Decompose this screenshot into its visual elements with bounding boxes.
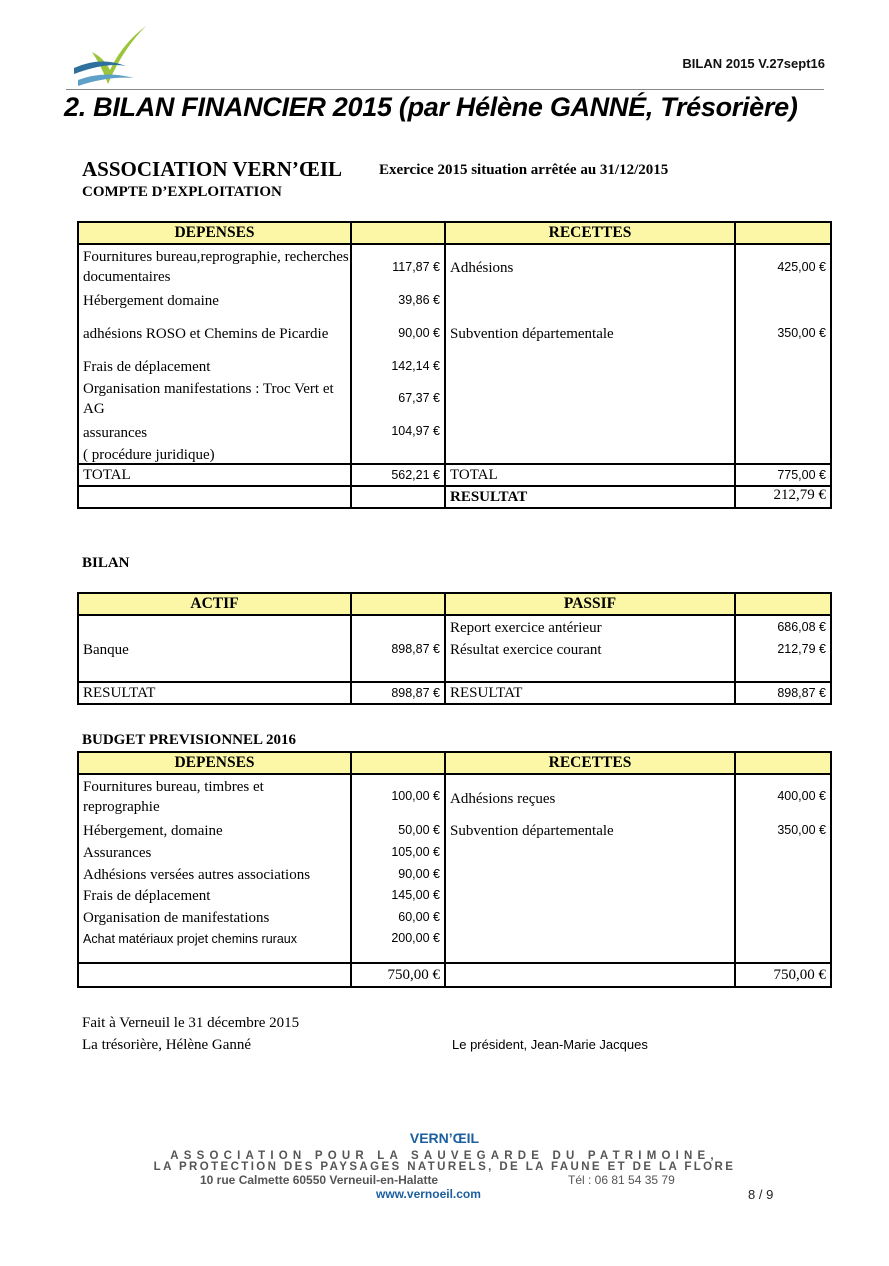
expense-label: Frais de déplacement <box>83 359 211 375</box>
budget-table <box>77 751 832 988</box>
budget-total-depenses: 750,00 € <box>351 963 445 987</box>
actif-amounts-cell <box>351 615 445 682</box>
footer-phone: Tél : 06 81 54 35 79 <box>568 1173 675 1187</box>
budget-income-amount: 350,00 € <box>777 823 826 837</box>
budget-expense-label: Assurances <box>83 845 152 861</box>
report-label: Report exercice antérieur <box>450 620 602 636</box>
income-label: Subvention départementale <box>450 326 614 342</box>
expense-label: adhésions ROSO et Chemins de Picardie <box>83 326 329 342</box>
header-depenses: DEPENSES <box>78 222 351 244</box>
empty-cell <box>445 963 735 987</box>
report-amount: 686,08 € <box>777 620 826 634</box>
income-label: Adhésions <box>450 260 514 276</box>
footer-website-link[interactable]: www.vernoeil.com <box>376 1187 481 1201</box>
budget-expense-amount: 60,00 € <box>398 910 440 924</box>
association-name: ASSOCIATION VERN’ŒIL <box>82 157 343 181</box>
expense-label: Hébergement domaine <box>83 293 219 309</box>
compte-exploitation-table <box>77 221 832 509</box>
total-label: TOTAL <box>445 464 735 486</box>
page-title: 2. BILAN FINANCIER 2015 (par Hélène GANNÉ, Trésorière) <box>64 92 798 122</box>
budget-expense-amount: 105,00 € <box>391 845 440 859</box>
budget-expense-label: Frais de déplacement <box>83 888 211 904</box>
header-empty <box>351 593 445 615</box>
budget-expense-amount: 100,00 € <box>391 789 440 803</box>
vernoeil-logo-icon <box>70 22 152 94</box>
expense-amount: 117,87 € <box>392 260 440 274</box>
page-number: 8 / 9 <box>748 1187 774 1202</box>
expense-label: ( procédure juridique) <box>83 447 215 463</box>
income-amount: 350,00 € <box>777 326 826 340</box>
expense-amount: 39,86 € <box>398 293 440 307</box>
budget-expense-label: Fournitures bureau, timbres et reprographie <box>83 779 264 815</box>
header-empty <box>351 222 445 244</box>
bilan-heading: BILAN <box>82 555 130 571</box>
depenses-labels-cell <box>78 244 351 464</box>
header-empty <box>735 222 831 244</box>
footer-mission-line-1: ASSOCIATION POUR LA SAUVEGARDE DU PATRIMOINE, <box>170 1150 719 1162</box>
footer-address: 10 rue Calmette 60550 Verneuil-en-Halatte <box>200 1173 439 1187</box>
resultat-label: RESULTAT <box>445 486 735 508</box>
total-depenses: 562,21 € <box>351 464 445 486</box>
header-passif: PASSIF <box>445 593 735 615</box>
passif-amounts-cell <box>735 615 831 682</box>
expense-label: assurances <box>83 425 148 441</box>
expense-amount: 142,14 € <box>391 359 440 373</box>
budget-income-label: Subvention départementale <box>450 823 614 839</box>
budget-income-label: Adhésions reçues <box>450 791 556 807</box>
budget-income-amount: 400,00 € <box>777 789 826 803</box>
resultat-label: RESULTAT <box>445 682 735 704</box>
signature-treasurer: La trésorière, Hélène Ganné <box>82 1037 252 1053</box>
budget-expense-label: Adhésions versées autres associations <box>83 867 311 883</box>
empty-cell <box>78 486 351 508</box>
recettes-amounts-cell <box>735 244 831 464</box>
total-label: TOTAL <box>78 464 351 486</box>
budget-recettes-labels-cell <box>445 774 735 963</box>
header-recettes: RECETTES <box>445 752 735 774</box>
header-depenses: DEPENSES <box>78 752 351 774</box>
budget-heading: BUDGET PREVISIONNEL 2016 <box>82 732 296 748</box>
resultat-value: 212,79 € <box>735 486 831 508</box>
income-amount: 425,00 € <box>777 260 826 274</box>
budget-total-recettes: 750,00 € <box>735 963 831 987</box>
resultat-courant-amount: 212,79 € <box>777 642 826 656</box>
total-recettes: 775,00 € <box>735 464 831 486</box>
budget-depenses-amounts-cell <box>351 774 445 963</box>
header-empty <box>735 593 831 615</box>
exercise-period: Exercice 2015 situation arrêtée au 31/12/2015 <box>379 162 669 178</box>
budget-expense-amount: 200,00 € <box>391 931 440 945</box>
budget-expense-label: Hébergement, domaine <box>83 823 223 839</box>
budget-expense-amount: 145,00 € <box>391 888 440 902</box>
resultat-label: RESULTAT <box>78 682 351 704</box>
header-empty <box>351 752 445 774</box>
resultat-passif: 898,87 € <box>735 682 831 704</box>
header-actif: ACTIF <box>78 593 351 615</box>
document-version: BILAN 2015 V.27sept16 <box>682 56 825 71</box>
expense-label: Fournitures bureau,reprographie, recherches documentaires <box>83 249 349 285</box>
budget-depenses-labels-cell <box>78 774 351 963</box>
compte-exploitation-title: COMPTE D’EXPLOITATION <box>82 184 282 200</box>
signature-place-date: Fait à Verneuil le 31 décembre 2015 <box>82 1015 300 1031</box>
passif-labels-cell <box>445 615 735 682</box>
resultat-courant-label: Résultat exercice courant <box>450 642 602 658</box>
budget-expense-label: Organisation de manifestations <box>83 910 270 926</box>
resultat-actif: 898,87 € <box>351 682 445 704</box>
recettes-labels-cell <box>445 244 735 464</box>
expense-label: Organisation manifestations : Troc Vert et AG <box>83 381 334 417</box>
actif-labels-cell <box>78 615 351 682</box>
header-divider <box>66 89 824 90</box>
budget-expense-label: Achat matériaux projet chemins ruraux <box>83 932 297 946</box>
footer-mission-line-2: LA PROTECTION DES PAYSAGES NATURELS, DE LA FAUNE ET DE LA FLORE <box>153 1161 736 1173</box>
expense-amount: 104,97 € <box>391 424 440 438</box>
banque-amount: 898,87 € <box>391 642 440 656</box>
expense-amount: 67,37 € <box>398 391 440 405</box>
bilan-table <box>77 592 832 705</box>
signature-president: Le président, Jean-Marie Jacques <box>452 1037 648 1052</box>
empty-cell <box>78 963 351 987</box>
banque-label: Banque <box>83 642 129 658</box>
budget-recettes-amounts-cell <box>735 774 831 963</box>
empty-cell <box>351 486 445 508</box>
header-recettes: RECETTES <box>445 222 735 244</box>
budget-expense-amount: 50,00 € <box>398 823 440 837</box>
budget-expense-amount: 90,00 € <box>398 867 440 881</box>
signature-block <box>82 1012 299 1056</box>
expense-amount: 90,00 € <box>398 326 440 340</box>
footer-organization: VERN’ŒIL <box>409 1130 480 1146</box>
header-empty <box>735 752 831 774</box>
depenses-amounts-cell <box>351 244 445 464</box>
